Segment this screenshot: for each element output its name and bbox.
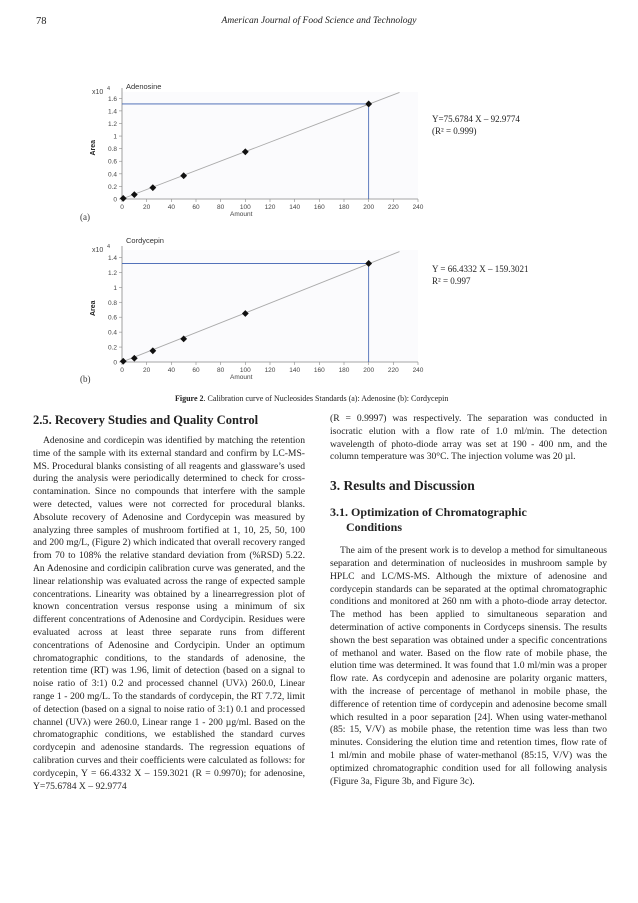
recovery-paragraph: Adenosine and cordicepin was identified by matching the retention time of the sample with its external standard and confirm by LC-MS-MS. Procedural blanks consisting of all reagents and glassware’s used during the analysis were periodically determined to check for cross-contamination. Since no compounds that interfere with the sample were detected, values were not corrected for procedural blanks. Absolute recovery of Adenosine and Cordycepin was measured by analyzing three samples of mushroom fortified at 1, 10, 25, 50, 100 and 200 mg/L, (Figure 2) which indicated that overall recovery ranged from 70 to 108% the relative standard deviation from (%RSD) 5.22. An Adenosine and cordicipin calibration curve was generated, and the linear relationship was evaluated across the range of expected sample concentrations. Linearity was obtained by a linearregression plot of known concentration versus response using a minimum of six different concentrations of Adenosine and Cordycipin. Residues were evaluated across at least three separate runs from different concentrations of Adenosine and Cordycipin. Under an optimum chromatographic conditions, to the standards of adenosine, the retention time (RT) was 1.96, limit of detection (based on a signal to noise ratio of 3:1) 0.2 and processed channel (UVλ) 260.0, Linear range 1 - 200 mg/L. To the standards of cordycepin, the RT 7.72, limit of detection (based on a signal to noise ratio of 3:1) 0.1 and processed channel (UVλ) were 260.0, Linear range 1 - 200 µg/ml. Based on the chromatographic conditions, we established the standard curves cordycepin and adenosine standards. The regression equations of calibration curves and their coefficients were calculated as follows: for cordycepin, Y = 66.4332 X – 159.3021 (R = 0.9970); for adenosine, Y=75.6784 X – 92.9774 (33, 435, 305, 792)
x-tick-label: 0 (120, 204, 124, 211)
subsection-heading-line2: Conditions (346, 520, 403, 535)
x-tick-label: 100 (239, 204, 251, 211)
plot-area (122, 250, 418, 362)
y-tick-label: 0 (113, 196, 117, 204)
y-axis-label: Area (90, 139, 97, 156)
subsection-heading-line1: 3.1. Optimization of Chromatographic (330, 505, 527, 520)
y-tick-label: 0.4 (107, 171, 117, 179)
y-scale-label: x10 (92, 89, 104, 96)
x-tick-label: 20 (143, 367, 151, 374)
r-squared-label: (R² = 0.999) (432, 126, 477, 136)
x-tick-label: 160 (313, 367, 325, 374)
optimization-paragraph: The aim of the present work is to develop a method for simultaneous separation and determination of nucleosides in mushroom sample by HPLC and LC/MS-MS. Although the mixture of adenosine and cordycepin standards can be separated at the optimal chromatographic conditions and monitored at 260 nm with a photo-diode array detector. The method has been applied to simultaneous separation and determination of active components in Cordyceps sinensis. The results shown the best separation was obtained under a specific concentrations of methanol and water. Based on the flow rate of mobile phase, the elution time was determined. It was found that 1.0 ml/min was a proper flow rate. As cordycepin and adenosine are polarity organic matters, with the increase of percentage of methanol in mobile phase, the difference of retention time of cordycepin and adenosine become small which resulted in a poor separation [24]. When using water-methanol (85: 15, V/V) as mobile phase, the retention time was less than two minutes. Considering the elution time and retention times, flow rate of 1 ml/min and mobile phase of water-methanol (85:15, V/V) was the optimized chromatographic condition used for all following analysis (Figure 3a, Figure 3b, and Figure 3c). (330, 545, 607, 787)
x-tick-label: 40 (167, 204, 175, 211)
x-tick-label: 60 (192, 204, 200, 211)
panel-label: (b) (80, 374, 91, 384)
x-axis-label: Amount (230, 211, 253, 218)
right-column (330, 413, 607, 788)
section-heading-2-5: 2.5. Recovery Studies and Quality Control (33, 413, 259, 427)
caption-text: . Calibration curve of Nucleosides Standards (a): Adenosine (b): Cordycepin (203, 394, 449, 403)
y-tick-label: 1.2 (107, 269, 117, 277)
y-tick-label: 1.4 (107, 108, 117, 116)
y-tick-label: 0.8 (107, 299, 117, 307)
y-tick-label: 0.6 (107, 314, 117, 322)
x-tick-label: 180 (338, 204, 350, 211)
x-tick-label: 220 (387, 204, 399, 211)
x-tick-label: 180 (338, 367, 350, 374)
y-tick-label: 1 (113, 284, 117, 292)
x-tick-label: 240 (412, 367, 424, 374)
x-tick-label: 40 (167, 367, 175, 374)
x-tick-label: 60 (192, 367, 200, 374)
y-tick-label: 0.2 (107, 183, 117, 191)
x-tick-label: 100 (239, 367, 251, 374)
chart-panel-cordycepin (80, 236, 529, 384)
y-tick-label: 1.6 (107, 95, 117, 103)
y-tick-label: 1.2 (107, 120, 117, 128)
y-tick-label: 1.4 (107, 254, 117, 262)
x-tick-label: 240 (412, 204, 424, 211)
section-heading-3: 3. Results and Discussion (330, 478, 475, 494)
journal-title: American Journal of Food Science and Technology (221, 16, 417, 26)
y-tick-label: 1 (113, 133, 117, 141)
x-tick-label: 120 (264, 367, 276, 374)
plot-area (122, 92, 418, 199)
r-squared-label: R² = 0.997 (432, 276, 471, 286)
y-scale-exponent: 4 (107, 86, 111, 92)
subsection-heading-3-1 (330, 505, 607, 535)
regression-equation: Y = 66.4332 X – 159.3021 (432, 264, 529, 274)
figure-2 (0, 0, 638, 410)
y-tick-label: 0.4 (107, 329, 117, 337)
left-column (33, 413, 305, 793)
y-scale-label: x10 (92, 247, 104, 254)
chart-title: Adenosine (126, 82, 162, 91)
x-axis-label: Amount (230, 374, 253, 381)
regression-equation: Y=75.6784 X – 92.9774 (432, 114, 520, 124)
y-scale-exponent: 4 (107, 244, 111, 250)
continuation-paragraph: (R = 0.9997) was respectively. The separation was conducted in isocratic elution with a flow rate of 1.0 ml/min. The detection wavelength of photo-diode array was set at 190 - 400 nm, and the column temperature was 30°C. The injection volume was 20 µl. (330, 413, 607, 463)
x-tick-label: 80 (217, 204, 225, 211)
x-tick-label: 20 (143, 204, 151, 211)
x-tick-label: 80 (217, 367, 225, 374)
x-tick-label: 140 (289, 367, 301, 374)
x-tick-label: 120 (264, 204, 276, 211)
x-tick-label: 200 (363, 367, 375, 374)
x-tick-label: 0 (120, 367, 124, 374)
x-tick-label: 160 (313, 204, 325, 211)
figure-caption (175, 394, 615, 403)
caption-label: Figure 2 (175, 394, 204, 403)
chart-title: Cordycepin (126, 236, 164, 245)
y-axis-label: Area (90, 300, 97, 316)
chart-panel-adenosine (80, 82, 520, 222)
x-tick-label: 200 (363, 204, 375, 211)
x-tick-label: 140 (289, 204, 301, 211)
page-number: 78 (36, 16, 47, 27)
calibration-figure (0, 0, 638, 410)
y-tick-label: 0.2 (107, 344, 117, 352)
panel-label: (a) (80, 212, 90, 222)
y-tick-label: 0.8 (107, 146, 117, 154)
x-tick-label: 220 (387, 367, 399, 374)
y-tick-label: 0.6 (107, 158, 117, 166)
y-tick-label: 0 (113, 359, 117, 367)
